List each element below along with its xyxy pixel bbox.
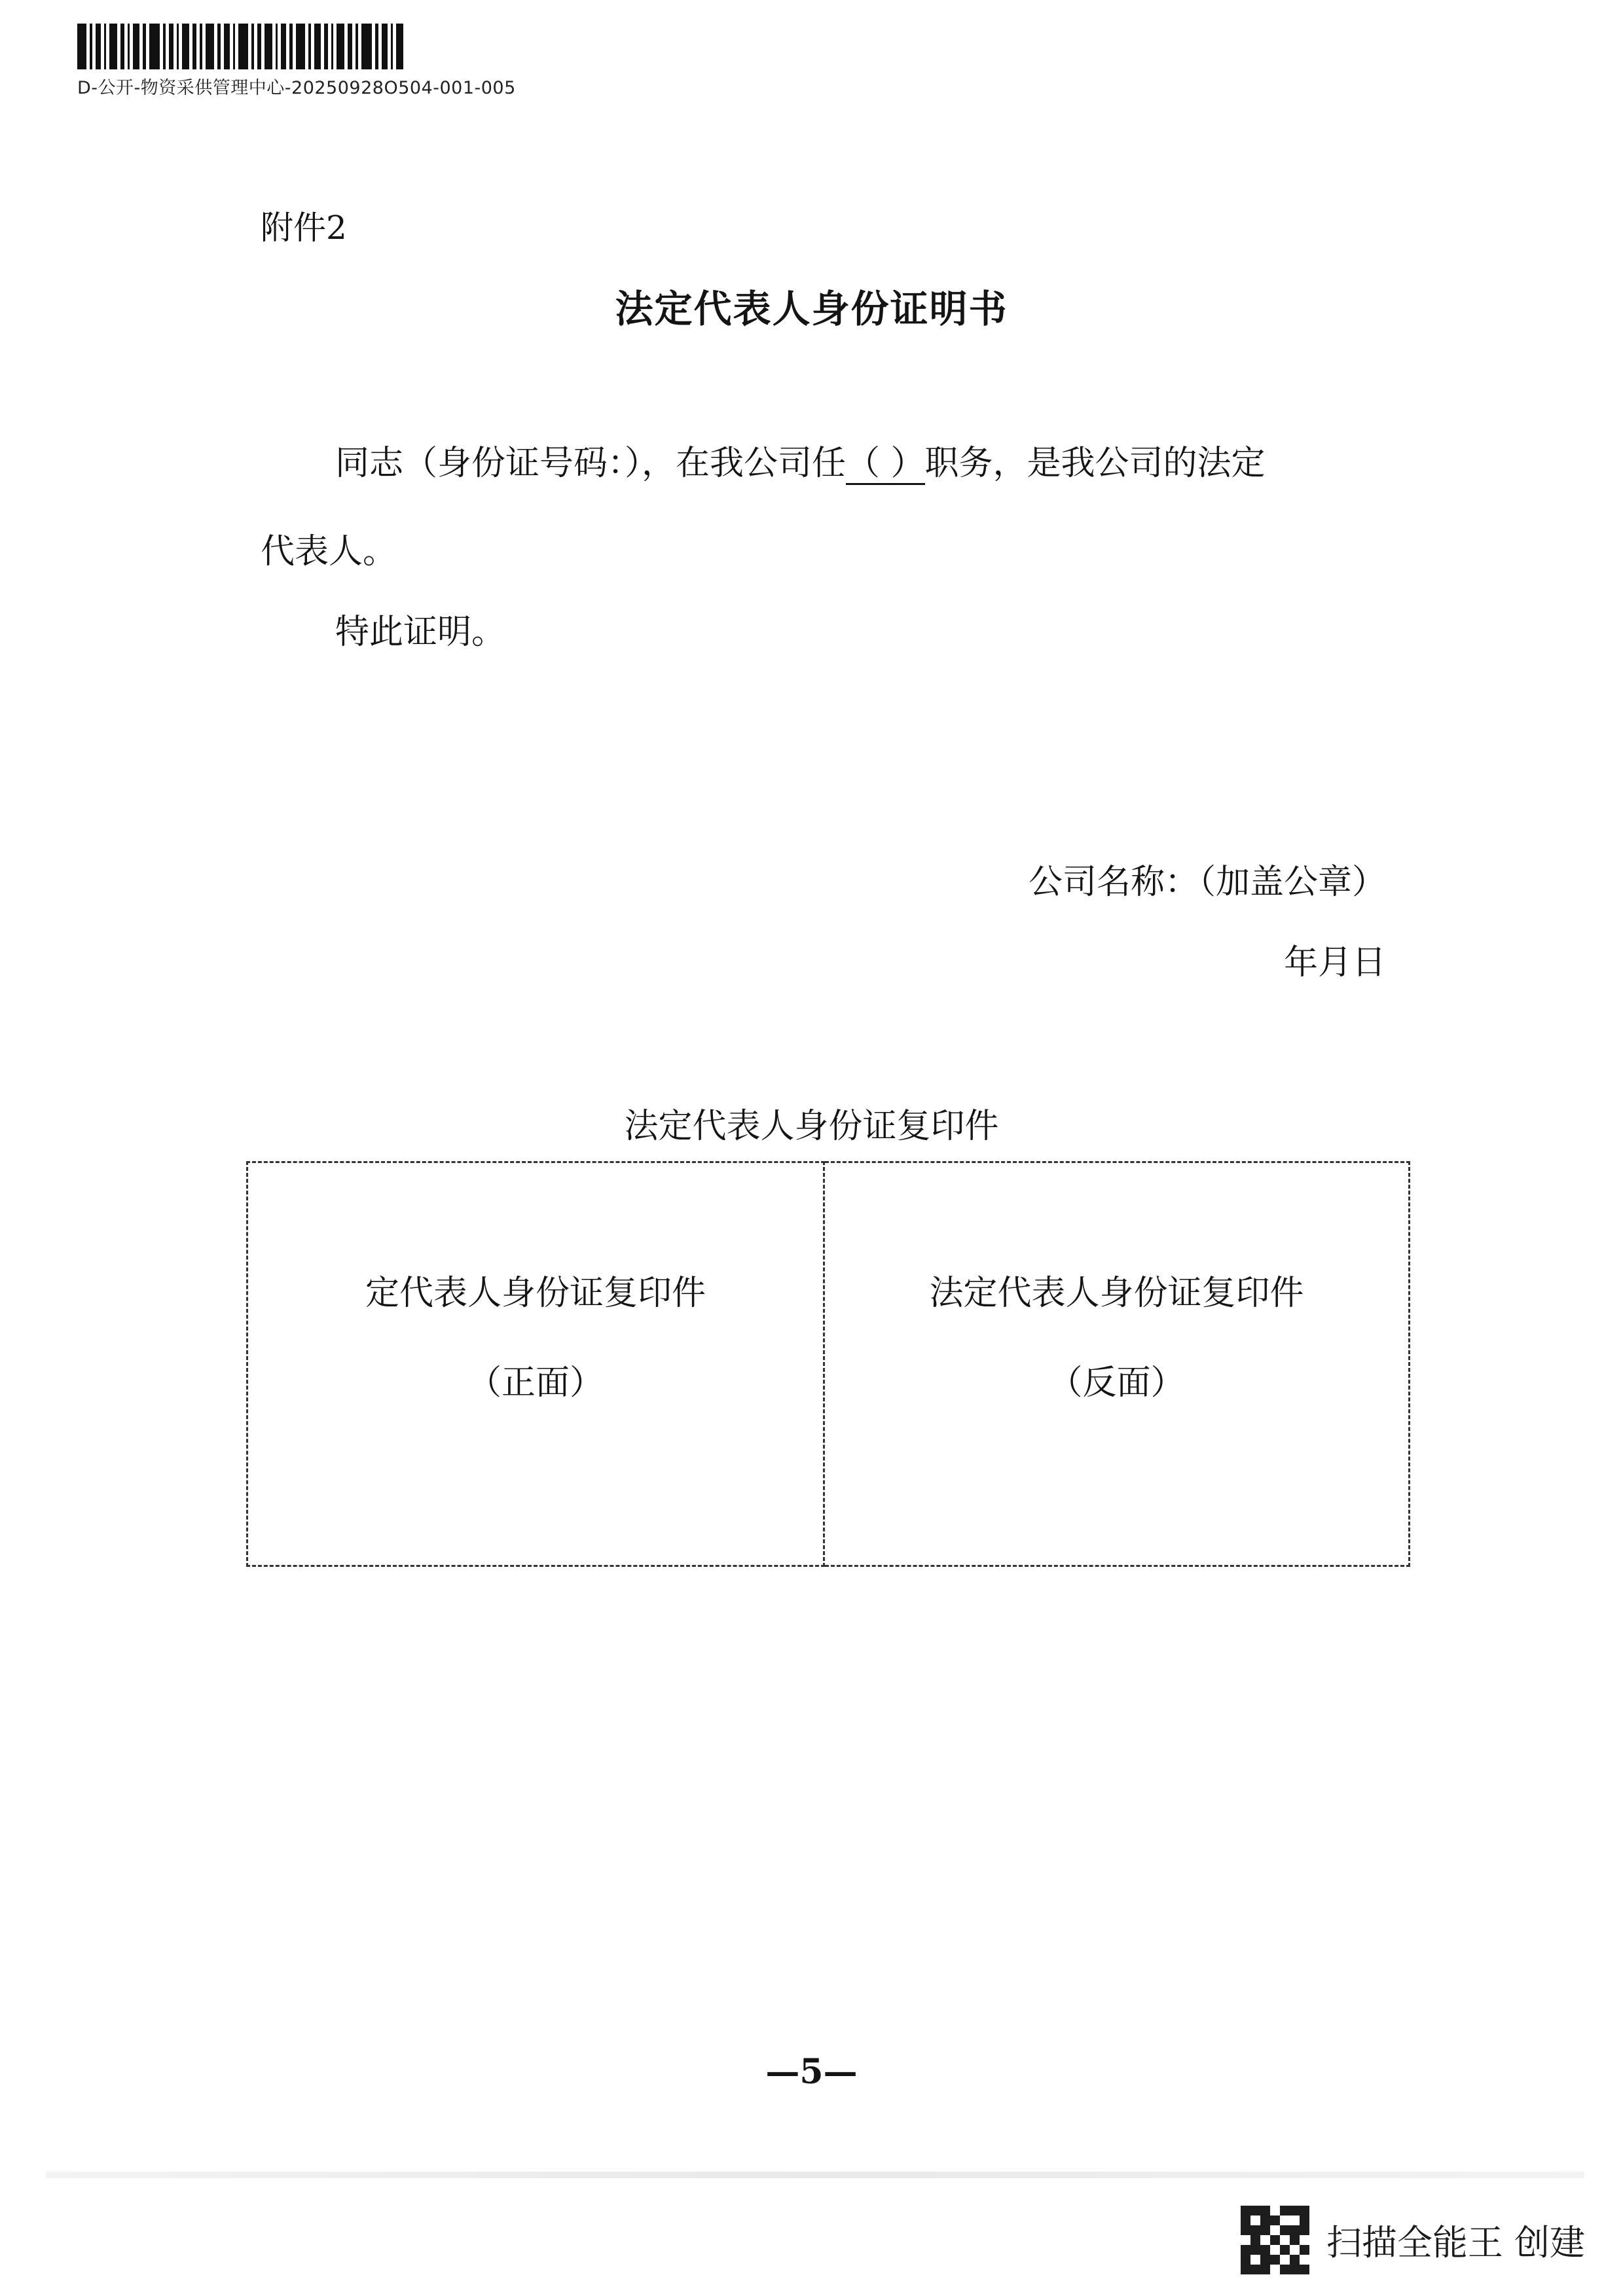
position-blank: （ ） [846,446,925,485]
paragraph-2: 代表人。 [261,532,397,571]
barcode-bar [396,24,403,69]
company-name-line: 公司名称：（加盖公章） [1028,863,1386,902]
barcode-bar [104,24,106,69]
barcode-bar [133,24,139,69]
page-number: —5— [765,2052,858,2092]
barcode-bar [289,24,293,69]
barcode-bar [217,24,221,69]
paragraph-1-prefix: 同志（身份证号码：），在我公司任 [335,444,847,483]
id-front-box [246,1161,825,1567]
barcode-bar [143,24,146,69]
barcode-bar [109,24,117,69]
barcode-bar [264,24,272,69]
qr-code-icon [1241,2206,1309,2274]
barcode-bar [163,24,166,69]
barcode-bar [314,24,321,69]
barcode-bar [224,24,230,69]
barcode-bar [90,24,92,69]
barcode-bar [348,24,352,69]
barcode-bar [308,24,311,69]
id-back-box [825,1161,1410,1567]
id-copy-heading: 法定代表人身份证复印件 [624,1107,999,1146]
document-title: 法定代表人身份证明书 [615,287,1008,331]
barcode-bar [296,24,305,69]
barcode-bar [281,24,286,69]
paragraph-3: 特此证明。 [335,613,506,652]
barcode-bar [257,24,261,69]
barcode-bar [182,24,189,69]
barcode-bars [77,24,596,69]
id-back-subtitle: （反面） [1048,1363,1185,1403]
scanner-label: 扫描全能王 创建 [1326,2222,1585,2263]
barcode-bar [192,24,196,69]
barcode-bar [120,24,124,69]
barcode-bar [375,24,378,69]
barcode-bar [324,24,328,69]
barcode-bar [382,24,388,69]
barcode-bar [206,24,214,69]
barcode-bar [238,24,248,69]
id-front-subtitle: （正面） [467,1363,604,1403]
barcode-bar [331,24,333,69]
barcode-text: D-公开-物资采供管理中心-20250928O504-001-005 [77,78,516,98]
barcode-bar [149,24,160,69]
barcode-bar [251,24,254,69]
barcode-bar [361,24,372,69]
barcode-bar [169,24,173,69]
scan-edge-shadow [46,2172,1584,2178]
barcode-bar [77,24,86,69]
scanner-watermark [1241,2206,1585,2274]
attachment-label: 附件2 [261,209,347,247]
id-front-title: 定代表人身份证复印件 [365,1274,706,1313]
barcode-bar [356,24,358,69]
barcode-bar [337,24,344,69]
document-barcode [77,24,601,96]
date-line: 年月日 [1283,943,1386,982]
barcode-bar [128,24,130,69]
barcode-bar [177,24,179,69]
barcode-bar [276,24,278,69]
paragraph-1 [335,446,1266,485]
id-back-title: 法定代表人身份证复印件 [929,1274,1304,1313]
barcode-bar [233,24,235,69]
paragraph-1-suffix: 职务，是我公司的法定 [924,444,1266,483]
barcode-bar [200,24,202,69]
barcode-bar [391,24,393,69]
barcode-bar [96,24,101,69]
